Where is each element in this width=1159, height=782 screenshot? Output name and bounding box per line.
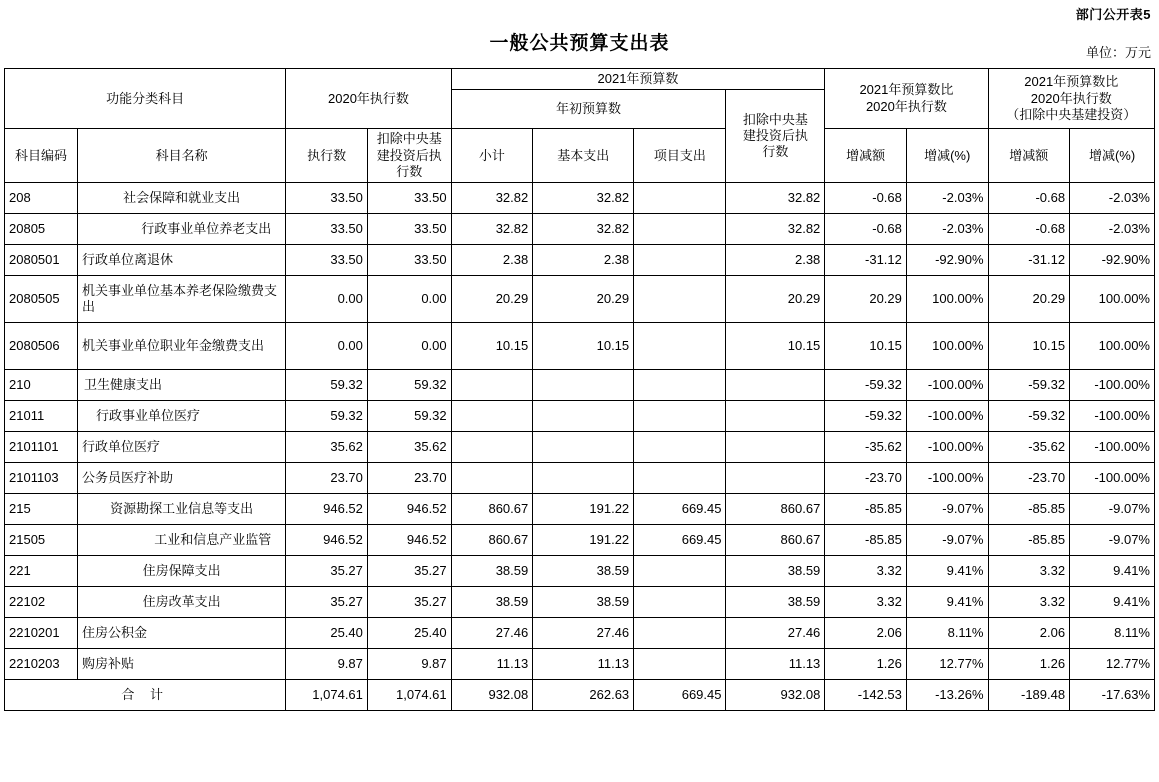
table-row [5,556,1155,587]
total-change-amount: -142.53 [825,680,907,711]
cell-code: 2210201 [5,618,78,649]
cell-budget-excl [726,370,825,401]
table-row [5,214,1155,245]
header-row-3 [5,129,1155,183]
table-row [5,587,1155,618]
cell-budget-excl: 38.59 [726,556,825,587]
cell-name: 卫生健康支出 [78,370,286,401]
cell-subtotal: 2.38 [451,245,533,276]
cell-change-pct: 8.11% [906,618,988,649]
cell-exec-2020: 25.40 [286,618,368,649]
cell-subtotal: 20.29 [451,276,533,323]
cell-subtotal: 32.82 [451,183,533,214]
cell-change-amount-excl: -0.68 [988,183,1070,214]
cell-change-amount-excl: -35.62 [988,432,1070,463]
cell-basic [533,401,634,432]
cell-basic: 32.82 [533,183,634,214]
cell-subtotal: 38.59 [451,587,533,618]
header-budget-excl: 扣除中央基 建投资后执 行数 [726,90,825,183]
cell-change-pct: 9.41% [906,587,988,618]
cell-change-pct-excl: 9.41% [1070,587,1155,618]
cell-change-pct: 100.00% [906,323,988,370]
cell-change-pct: -2.03% [906,183,988,214]
cell-subtotal [451,401,533,432]
cell-exec-2020: 35.62 [286,432,368,463]
page-title: 一般公共预算支出表 [489,33,670,54]
cell-exec-2020: 35.27 [286,587,368,618]
total-budget-excl: 932.08 [726,680,825,711]
cell-basic [533,463,634,494]
cell-code: 208 [5,183,78,214]
cell-change-pct-excl: -9.07% [1070,494,1155,525]
cell-subtotal [451,463,533,494]
cell-project [634,432,726,463]
total-change-pct-excl: -17.63% [1070,680,1155,711]
cell-change-amount-excl: 3.32 [988,587,1070,618]
table-row [5,463,1155,494]
header-basic: 基本支出 [533,129,634,183]
cell-change-amount-excl: -31.12 [988,245,1070,276]
cell-project: 669.45 [634,494,726,525]
cell-exec-2020: 23.70 [286,463,368,494]
cell-change-amount-excl: 10.15 [988,323,1070,370]
table-row [5,432,1155,463]
cell-budget-excl: 32.82 [726,183,825,214]
cell-exec-2020-excl: 25.40 [367,618,451,649]
cell-budget-excl [726,401,825,432]
cell-basic: 11.13 [533,649,634,680]
cell-name: 行政事业单位医疗 [78,401,286,432]
cell-exec-2020-excl: 59.32 [367,401,451,432]
header-subtotal: 小计 [451,129,533,183]
cell-exec-2020: 33.50 [286,245,368,276]
cell-change-pct-excl: -2.03% [1070,183,1155,214]
cell-change-pct: -100.00% [906,370,988,401]
cell-subtotal: 27.46 [451,618,533,649]
table-row [5,618,1155,649]
cell-name: 行政事业单位养老支出 [78,214,286,245]
cell-name: 住房保障支出 [78,556,286,587]
header-change-pct-excl: 增减(%) [1070,129,1155,183]
cell-project [634,245,726,276]
header-initial-budget-group: 年初预算数 [451,90,726,129]
cell-budget-excl: 20.29 [726,276,825,323]
cell-name: 行政单位离退休 [78,245,286,276]
cell-subtotal: 860.67 [451,525,533,556]
cell-code: 22102 [5,587,78,618]
cell-change-amount: -59.32 [825,401,907,432]
cell-project [634,556,726,587]
cell-budget-excl: 860.67 [726,525,825,556]
cell-exec-2020-excl: 0.00 [367,323,451,370]
header-name: 科目名称 [78,129,286,183]
cell-basic: 38.59 [533,587,634,618]
total-row [5,680,1155,711]
cell-project [634,323,726,370]
cell-change-amount-excl: 3.32 [988,556,1070,587]
total-exec-2020: 1,074.61 [286,680,368,711]
cell-change-amount: -23.70 [825,463,907,494]
table-row [5,276,1155,323]
cell-change-amount: 3.32 [825,556,907,587]
cell-change-pct-excl: -92.90% [1070,245,1155,276]
cell-change-pct-excl: -100.00% [1070,370,1155,401]
table-row [5,525,1155,556]
cell-exec-2020: 0.00 [286,276,368,323]
cell-code: 2101101 [5,432,78,463]
cell-code: 215 [5,494,78,525]
cell-change-amount: -35.62 [825,432,907,463]
total-label: 合 计 [5,680,286,711]
table-row [5,401,1155,432]
cell-code: 221 [5,556,78,587]
cell-name: 工业和信息产业监管 [78,525,286,556]
cell-basic: 32.82 [533,214,634,245]
cell-change-amount: 20.29 [825,276,907,323]
cell-subtotal: 11.13 [451,649,533,680]
cell-change-amount: 10.15 [825,323,907,370]
cell-change-amount: -0.68 [825,214,907,245]
table-row [5,649,1155,680]
cell-change-pct: -9.07% [906,494,988,525]
cell-project [634,214,726,245]
cell-subtotal [451,432,533,463]
cell-change-pct: -92.90% [906,245,988,276]
cell-budget-excl: 11.13 [726,649,825,680]
cell-name: 公务员医疗补助 [78,463,286,494]
cell-change-pct-excl: -2.03% [1070,214,1155,245]
cell-exec-2020: 33.50 [286,183,368,214]
cell-exec-2020-excl: 33.50 [367,245,451,276]
cell-project [634,587,726,618]
cell-project [634,276,726,323]
table-header [5,69,1155,183]
cell-subtotal: 860.67 [451,494,533,525]
cell-project: 669.45 [634,525,726,556]
cell-name: 机关事业单位职业年金缴费支出 [78,323,286,370]
cell-project [634,618,726,649]
cell-exec-2020-excl: 35.27 [367,587,451,618]
cell-code: 2080501 [5,245,78,276]
cell-exec-2020: 35.27 [286,556,368,587]
cell-change-pct-excl: 8.11% [1070,618,1155,649]
cell-exec-2020: 946.52 [286,494,368,525]
cell-change-pct-excl: -100.00% [1070,432,1155,463]
total-change-pct: -13.26% [906,680,988,711]
cell-change-amount-excl: -23.70 [988,463,1070,494]
cell-change-amount-excl: 1.26 [988,649,1070,680]
cell-budget-excl: 860.67 [726,494,825,525]
table-row [5,494,1155,525]
cell-change-pct: -100.00% [906,432,988,463]
table-body [5,183,1155,680]
header-compare-group: 2021年预算数比 2020年执行数 [825,69,988,129]
cell-change-amount-excl: -59.32 [988,370,1070,401]
cell-name: 资源勘探工业信息等支出 [78,494,286,525]
cell-basic: 10.15 [533,323,634,370]
cell-exec-2020-excl: 0.00 [367,276,451,323]
cell-change-amount-excl: -59.32 [988,401,1070,432]
cell-change-amount: -31.12 [825,245,907,276]
cell-exec-2020-excl: 33.50 [367,183,451,214]
cell-name: 社会保障和就业支出 [78,183,286,214]
cell-change-pct: 9.41% [906,556,988,587]
cell-code: 2210203 [5,649,78,680]
cell-basic: 191.22 [533,494,634,525]
cell-change-amount: 3.32 [825,587,907,618]
header-compare-group-excl: 2021年预算数比 2020年执行数 （扣除中央基建投资） [988,69,1155,129]
header-row-1 [5,69,1155,90]
cell-change-amount-excl: -0.68 [988,214,1070,245]
header-budget-2021-group: 2021年预算数 [451,69,825,90]
cell-exec-2020-excl: 59.32 [367,370,451,401]
cell-budget-excl: 27.46 [726,618,825,649]
cell-code: 2080505 [5,276,78,323]
cell-code: 21505 [5,525,78,556]
cell-project [634,370,726,401]
cell-budget-excl: 2.38 [726,245,825,276]
cell-basic [533,370,634,401]
header-category: 功能分类科目 [5,69,286,129]
cell-change-pct-excl: -9.07% [1070,525,1155,556]
cell-exec-2020: 9.87 [286,649,368,680]
cell-change-pct: -2.03% [906,214,988,245]
cell-name: 住房改革支出 [78,587,286,618]
cell-change-pct: -9.07% [906,525,988,556]
total-subtotal: 932.08 [451,680,533,711]
cell-change-amount-excl: -85.85 [988,525,1070,556]
cell-exec-2020: 33.50 [286,214,368,245]
cell-change-pct-excl: -100.00% [1070,463,1155,494]
cell-budget-excl: 10.15 [726,323,825,370]
cell-change-pct: 100.00% [906,276,988,323]
cell-change-amount: -0.68 [825,183,907,214]
header-change-amount: 增减额 [825,129,907,183]
cell-budget-excl: 38.59 [726,587,825,618]
cell-change-amount-excl: 20.29 [988,276,1070,323]
cell-change-pct: 12.77% [906,649,988,680]
cell-project [634,183,726,214]
total-exec-2020-excl: 1,074.61 [367,680,451,711]
header-code: 科目编码 [5,129,78,183]
header-change-amount-excl: 增减额 [988,129,1070,183]
cell-subtotal: 32.82 [451,214,533,245]
cell-exec-2020: 946.52 [286,525,368,556]
cell-subtotal: 38.59 [451,556,533,587]
cell-change-pct: -100.00% [906,463,988,494]
cell-exec-2020-excl: 23.70 [367,463,451,494]
header-exec-2020-excl: 扣除中央基 建投资后执 行数 [367,129,451,183]
cell-change-pct-excl: 100.00% [1070,276,1155,323]
cell-code: 210 [5,370,78,401]
header-exec-2020-group: 2020年执行数 [286,69,451,129]
cell-change-pct-excl: -100.00% [1070,401,1155,432]
total-change-amount-excl: -189.48 [988,680,1070,711]
cell-subtotal [451,370,533,401]
cell-change-pct-excl: 100.00% [1070,323,1155,370]
cell-project [634,649,726,680]
cell-code: 20805 [5,214,78,245]
header-exec-2020: 执行数 [286,129,368,183]
unit-note: 单位：万元 [1085,45,1151,60]
cell-exec-2020: 59.32 [286,370,368,401]
budget-table [4,68,1155,711]
cell-project [634,401,726,432]
table-row [5,370,1155,401]
cell-exec-2020-excl: 33.50 [367,214,451,245]
cell-code: 2080506 [5,323,78,370]
cell-subtotal: 10.15 [451,323,533,370]
cell-basic [533,432,634,463]
cell-basic: 38.59 [533,556,634,587]
cell-basic: 27.46 [533,618,634,649]
cell-exec-2020: 0.00 [286,323,368,370]
cell-exec-2020-excl: 946.52 [367,494,451,525]
cell-code: 2101103 [5,463,78,494]
table-row [5,323,1155,370]
cell-change-amount: 1.26 [825,649,907,680]
cell-exec-2020-excl: 9.87 [367,649,451,680]
cell-project [634,463,726,494]
table-row [5,183,1155,214]
cell-change-pct: -100.00% [906,401,988,432]
form-number-label: 部门公开表5 [1075,7,1151,22]
cell-exec-2020: 59.32 [286,401,368,432]
cell-name: 行政单位医疗 [78,432,286,463]
table-footer [5,680,1155,711]
cell-budget-excl: 32.82 [726,214,825,245]
header-project: 项目支出 [634,129,726,183]
cell-change-amount: -85.85 [825,494,907,525]
cell-name: 购房补贴 [78,649,286,680]
cell-basic: 20.29 [533,276,634,323]
total-project: 669.45 [634,680,726,711]
cell-change-amount-excl: -85.85 [988,494,1070,525]
cell-exec-2020-excl: 35.27 [367,556,451,587]
total-basic: 262.63 [533,680,634,711]
header-change-pct: 增减(%) [906,129,988,183]
table-row [5,245,1155,276]
cell-name: 机关事业单位基本养老保险缴费支出 [78,276,286,323]
cell-change-amount-excl: 2.06 [988,618,1070,649]
cell-change-pct-excl: 9.41% [1070,556,1155,587]
cell-change-amount: -59.32 [825,370,907,401]
cell-budget-excl [726,463,825,494]
cell-exec-2020-excl: 35.62 [367,432,451,463]
cell-basic: 2.38 [533,245,634,276]
cell-change-pct-excl: 12.77% [1070,649,1155,680]
cell-budget-excl [726,432,825,463]
cell-code: 21011 [5,401,78,432]
cell-change-amount: 2.06 [825,618,907,649]
cell-basic: 191.22 [533,525,634,556]
cell-exec-2020-excl: 946.52 [367,525,451,556]
cell-name: 住房公积金 [78,618,286,649]
cell-change-amount: -85.85 [825,525,907,556]
